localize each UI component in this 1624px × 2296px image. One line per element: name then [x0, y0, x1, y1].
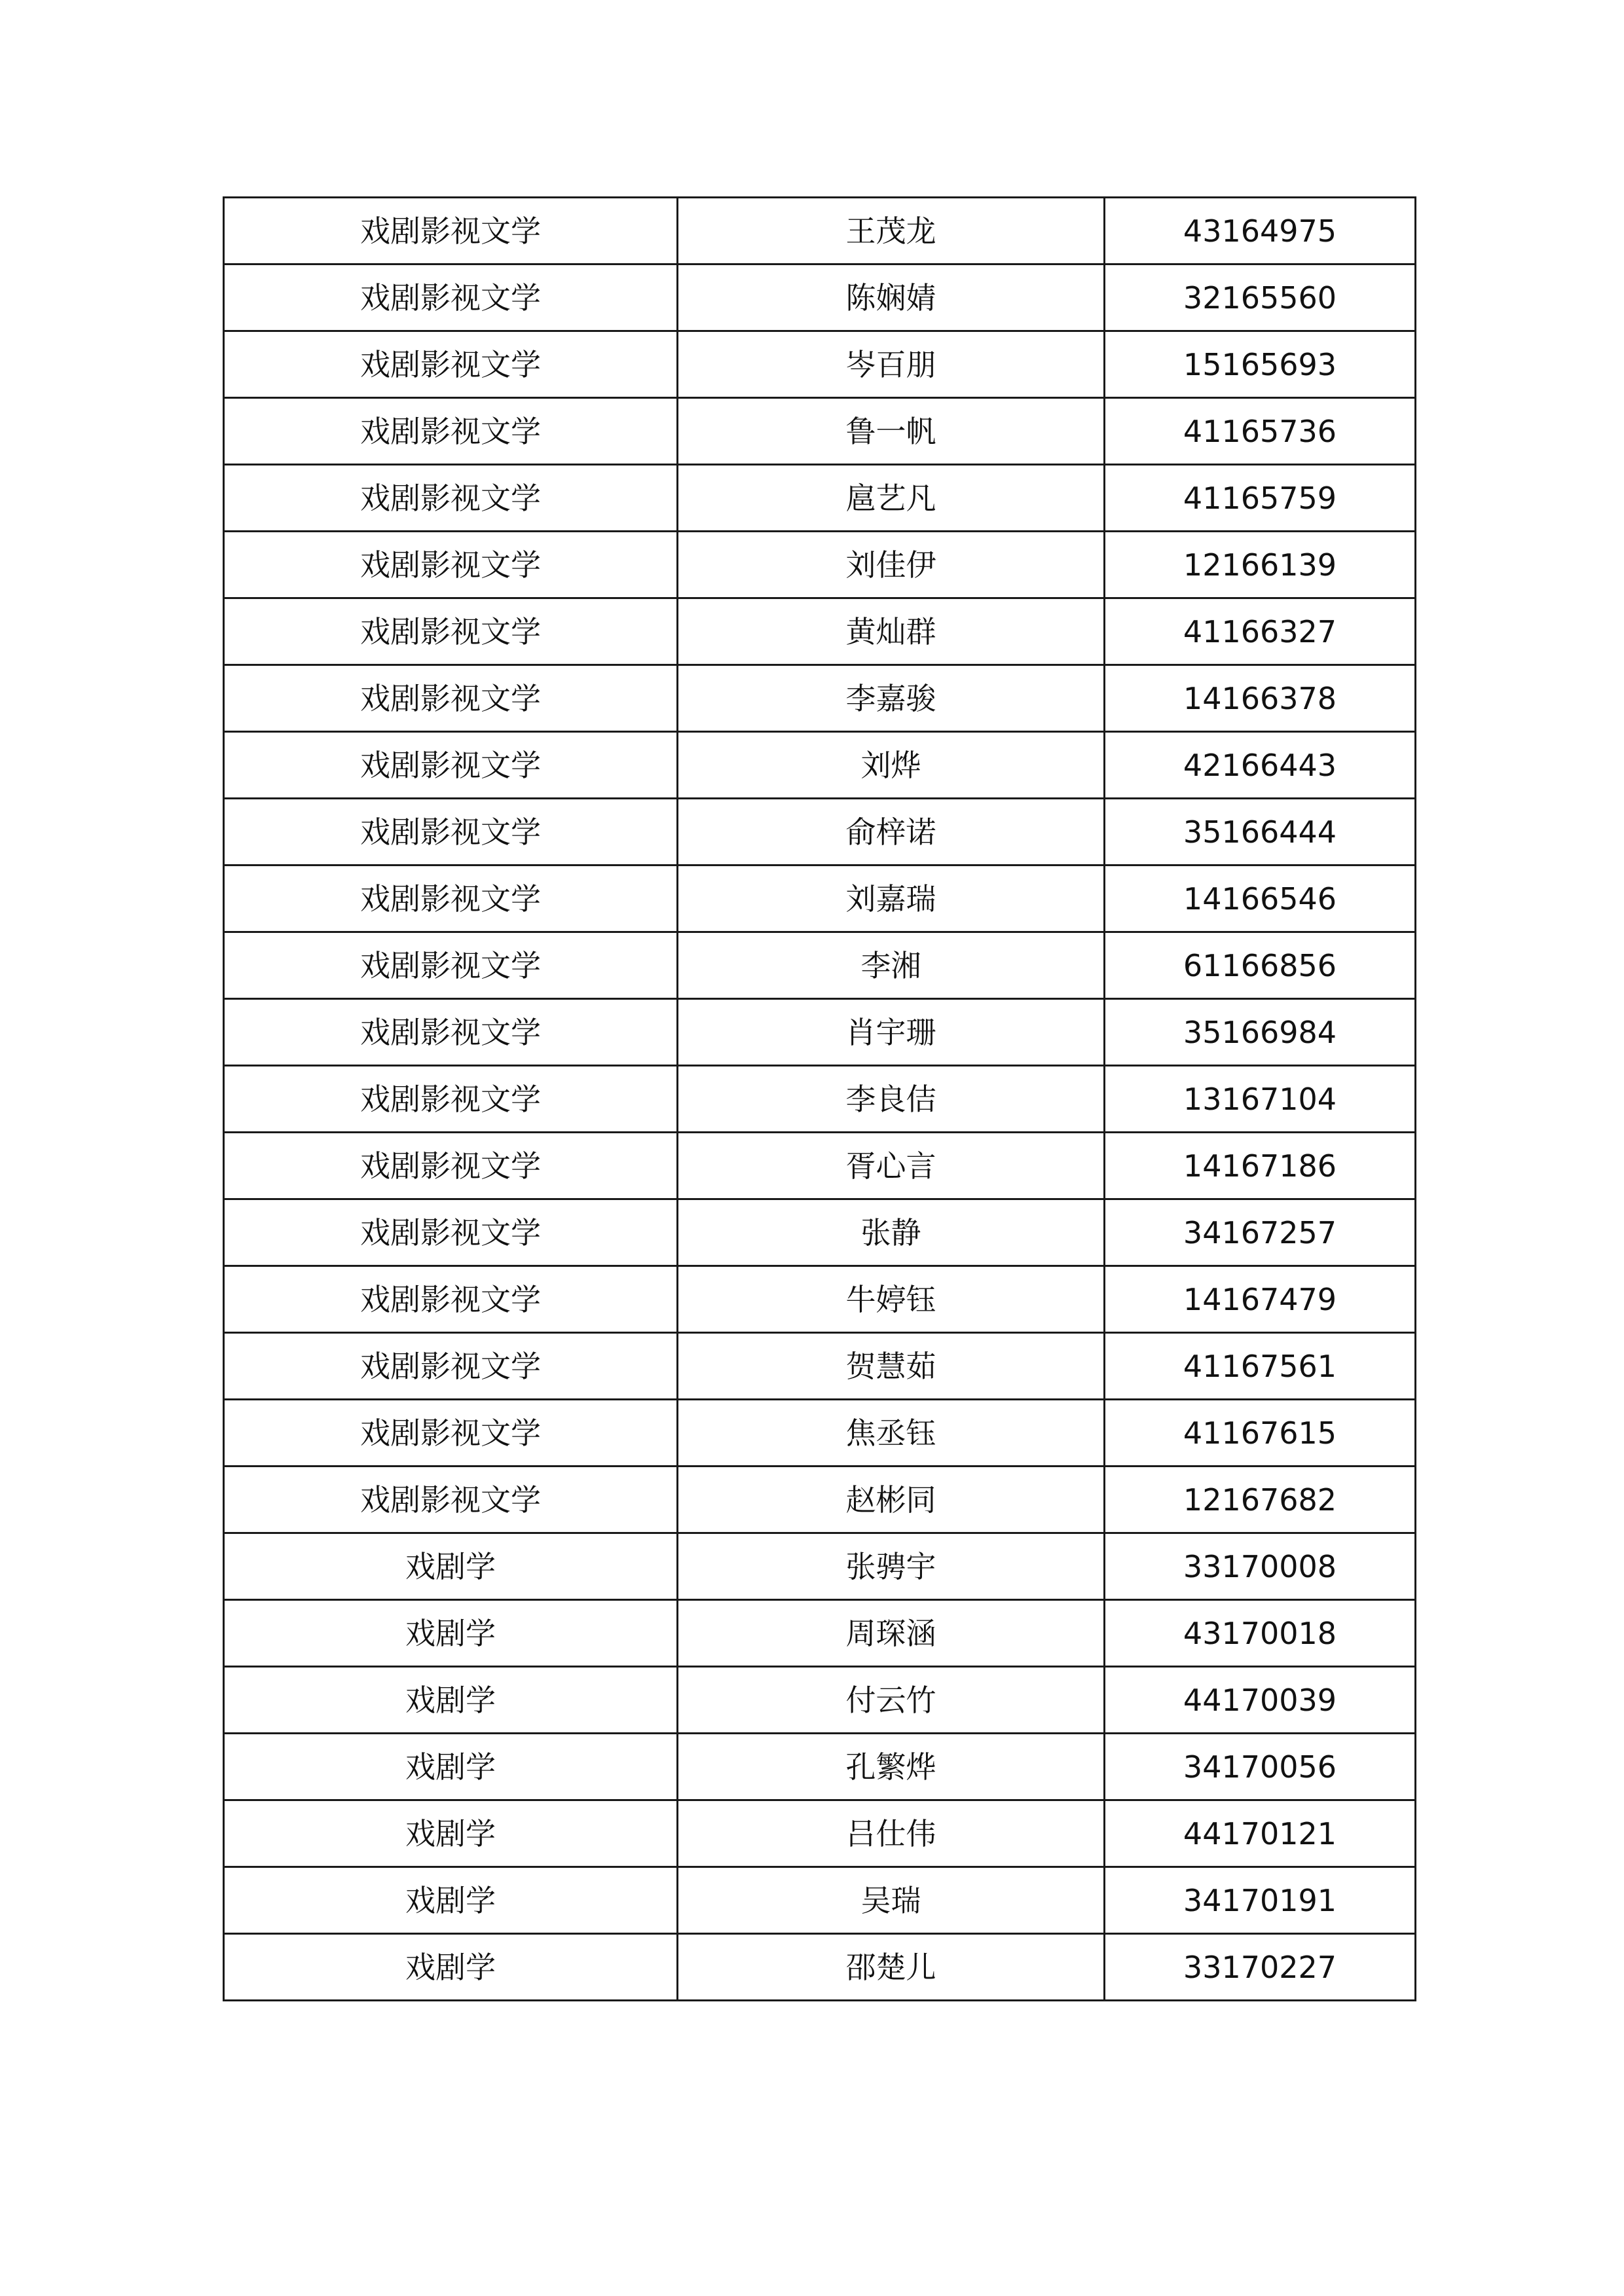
major-cell: 戏剧学 [224, 1533, 678, 1600]
table-row [224, 732, 1416, 799]
id-number-cell: 12167682 [1105, 1467, 1416, 1533]
table-row [224, 932, 1416, 999]
name-cell: 王茂龙 [678, 198, 1105, 264]
major-cell: 戏剧影视文学 [224, 198, 678, 264]
id-number-cell: 14166546 [1105, 866, 1416, 932]
major-cell: 戏剧影视文学 [224, 1066, 678, 1133]
name-cell: 俞梓诺 [678, 799, 1105, 866]
table-row [224, 1800, 1416, 1867]
table-row [224, 1199, 1416, 1266]
major-cell: 戏剧学 [224, 1867, 678, 1934]
name-cell: 赵彬同 [678, 1467, 1105, 1533]
id-number-cell: 34170191 [1105, 1867, 1416, 1934]
name-cell: 陈娴婧 [678, 264, 1105, 331]
major-cell: 戏剧学 [224, 1734, 678, 1800]
id-number-cell: 41167615 [1105, 1400, 1416, 1467]
id-number-cell: 12166139 [1105, 532, 1416, 598]
major-cell: 戏剧影视文学 [224, 331, 678, 398]
major-cell: 戏剧影视文学 [224, 1133, 678, 1199]
name-cell: 张静 [678, 1199, 1105, 1266]
id-number-cell: 35166984 [1105, 999, 1416, 1066]
major-cell: 戏剧影视文学 [224, 932, 678, 999]
name-cell: 胥心言 [678, 1133, 1105, 1199]
id-number-cell: 41165736 [1105, 398, 1416, 465]
name-cell: 扈艺凡 [678, 465, 1105, 532]
id-number-cell: 34170056 [1105, 1734, 1416, 1800]
name-cell: 孔繁烨 [678, 1734, 1105, 1800]
name-cell: 肖宇珊 [678, 999, 1105, 1066]
id-number-cell: 34167257 [1105, 1199, 1416, 1266]
id-number-cell: 41167561 [1105, 1333, 1416, 1400]
name-cell: 吴瑞 [678, 1867, 1105, 1934]
table-row [224, 1867, 1416, 1934]
id-number-cell: 44170039 [1105, 1667, 1416, 1734]
table-body [224, 198, 1416, 2001]
name-cell: 岑百朋 [678, 331, 1105, 398]
id-number-cell: 41166327 [1105, 598, 1416, 665]
table-row [224, 1066, 1416, 1133]
major-cell: 戏剧影视文学 [224, 866, 678, 932]
major-cell: 戏剧影视文学 [224, 598, 678, 665]
name-cell: 刘烨 [678, 732, 1105, 799]
table-row [224, 1734, 1416, 1800]
id-number-cell: 14167479 [1105, 1266, 1416, 1333]
id-number-cell: 33170227 [1105, 1934, 1416, 2001]
table-row [224, 1600, 1416, 1667]
id-number-cell: 61166856 [1105, 932, 1416, 999]
major-cell: 戏剧影视文学 [224, 799, 678, 866]
major-cell: 戏剧影视文学 [224, 1199, 678, 1266]
name-cell: 张骋宇 [678, 1533, 1105, 1600]
major-cell: 戏剧影视文学 [224, 732, 678, 799]
table-row [224, 1934, 1416, 2001]
name-cell: 李良佶 [678, 1066, 1105, 1133]
major-cell: 戏剧影视文学 [224, 398, 678, 465]
id-number-cell: 35166444 [1105, 799, 1416, 866]
name-cell: 李湘 [678, 932, 1105, 999]
name-cell: 黄灿群 [678, 598, 1105, 665]
id-number-cell: 32165560 [1105, 264, 1416, 331]
admission-list-table [223, 196, 1416, 2001]
name-cell: 焦丞钰 [678, 1400, 1105, 1467]
id-number-cell: 14166378 [1105, 665, 1416, 732]
table-row [224, 1467, 1416, 1533]
table-row [224, 1133, 1416, 1199]
major-cell: 戏剧影视文学 [224, 1400, 678, 1467]
table-row [224, 999, 1416, 1066]
major-cell: 戏剧影视文学 [224, 665, 678, 732]
table-row [224, 1533, 1416, 1600]
table-row [224, 598, 1416, 665]
name-cell: 刘佳伊 [678, 532, 1105, 598]
id-number-cell: 42166443 [1105, 732, 1416, 799]
major-cell: 戏剧影视文学 [224, 532, 678, 598]
major-cell: 戏剧学 [224, 1667, 678, 1734]
table-row [224, 532, 1416, 598]
id-number-cell: 15165693 [1105, 331, 1416, 398]
name-cell: 周琛涵 [678, 1600, 1105, 1667]
id-number-cell: 14167186 [1105, 1133, 1416, 1199]
major-cell: 戏剧影视文学 [224, 999, 678, 1066]
table-row [224, 1400, 1416, 1467]
table-row [224, 398, 1416, 465]
id-number-cell: 41165759 [1105, 465, 1416, 532]
name-cell: 刘嘉瑞 [678, 866, 1105, 932]
id-number-cell: 43170018 [1105, 1600, 1416, 1667]
id-number-cell: 33170008 [1105, 1533, 1416, 1600]
major-cell: 戏剧影视文学 [224, 1333, 678, 1400]
major-cell: 戏剧影视文学 [224, 465, 678, 532]
table-row [224, 665, 1416, 732]
table-row [224, 799, 1416, 866]
table-row [224, 1667, 1416, 1734]
name-cell: 付云竹 [678, 1667, 1105, 1734]
name-cell: 鲁一帆 [678, 398, 1105, 465]
table-row [224, 465, 1416, 532]
major-cell: 戏剧学 [224, 1800, 678, 1867]
table-row [224, 1266, 1416, 1333]
major-cell: 戏剧影视文学 [224, 1266, 678, 1333]
table-row [224, 264, 1416, 331]
major-cell: 戏剧影视文学 [224, 264, 678, 331]
table-row [224, 331, 1416, 398]
table-row [224, 866, 1416, 932]
major-cell: 戏剧学 [224, 1934, 678, 2001]
id-number-cell: 13167104 [1105, 1066, 1416, 1133]
major-cell: 戏剧影视文学 [224, 1467, 678, 1533]
id-number-cell: 43164975 [1105, 198, 1416, 264]
name-cell: 牛婷钰 [678, 1266, 1105, 1333]
table-row [224, 198, 1416, 264]
name-cell: 贺慧茹 [678, 1333, 1105, 1400]
major-cell: 戏剧学 [224, 1600, 678, 1667]
name-cell: 吕仕伟 [678, 1800, 1105, 1867]
id-number-cell: 44170121 [1105, 1800, 1416, 1867]
table-row [224, 1333, 1416, 1400]
name-cell: 邵楚儿 [678, 1934, 1105, 2001]
name-cell: 李嘉骏 [678, 665, 1105, 732]
